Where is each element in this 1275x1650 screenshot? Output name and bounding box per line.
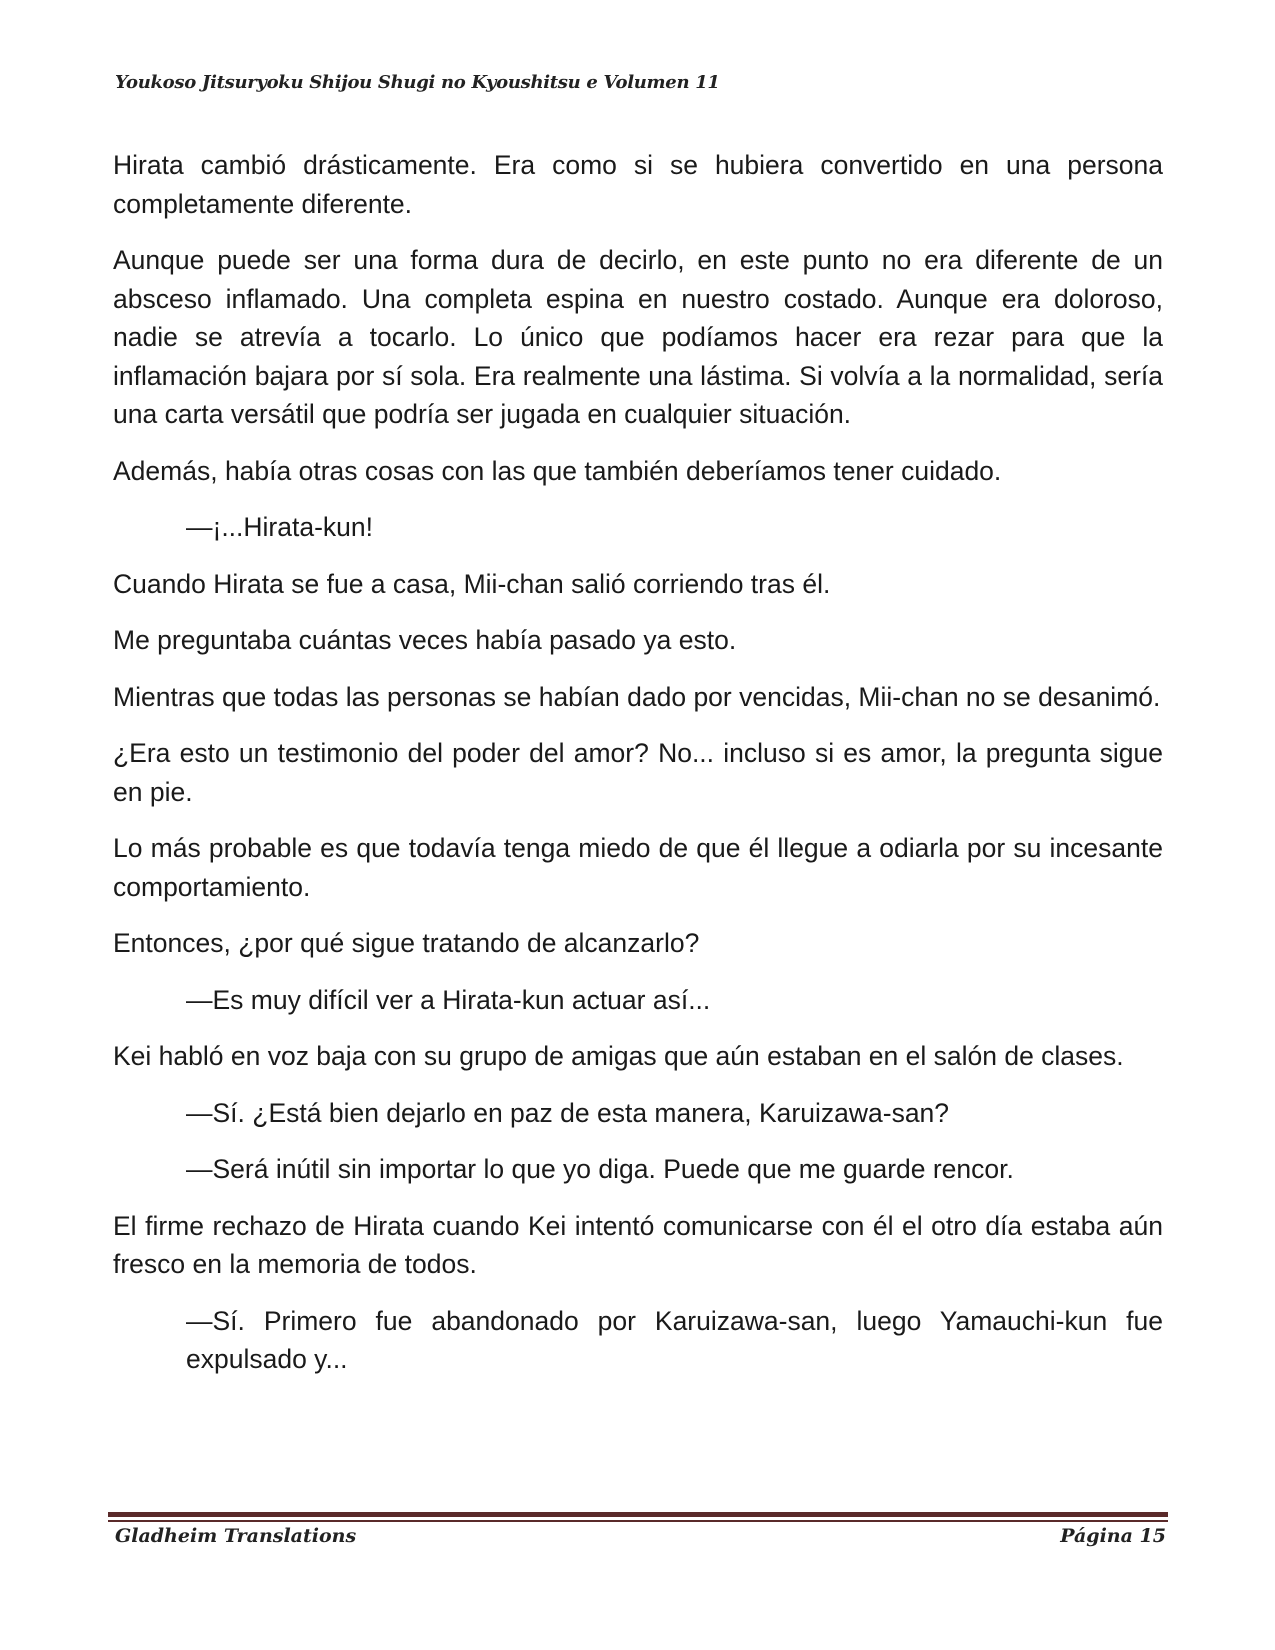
- paragraph: Me preguntaba cuántas veces había pasado ya esto.: [113, 625, 737, 655]
- dialog-line: —Será inútil sin importar lo que yo diga. Puede que me guarde rencor.: [186, 1154, 1014, 1184]
- footer-divider-thin: [108, 1520, 1168, 1522]
- running-header: Youkoso Jitsuryoku Shijou Shugi no Kyoushitsu e Volumen 11: [115, 72, 720, 93]
- paragraph: El firme rechazo de Hirata cuando Kei intentó comunicarse con él el otro día estaba aún fresco en la memoria de todos.: [113, 1210, 1163, 1279]
- paragraph: Cuando Hirata se fue a casa, Mii-chan salió corriendo tras él.: [113, 568, 831, 599]
- paragraph: Mientras que todas las personas se habían dado por vencidas, Mii-chan no se desanimó.: [113, 681, 1161, 712]
- dialog-line: —Sí. ¿Está bien dejarlo en paz de esta manera, Karuizawa-san?: [186, 1097, 950, 1128]
- page-body: [113, 146, 1163, 1397]
- dialog-line: —Es muy difícil ver a Hirata-kun actuar así...: [186, 984, 711, 1015]
- paragraph: Aunque puede ser una forma dura de decirlo, en este punto no era diferente de un absceso inflamado. Una completa espina en nuestro costado. Aunque era doloroso, nadie se atrevía a tocarlo. Lo único que podíamos hacer era rezar para que la inflamación bajara por sí sola. Era realmente una lástima. Si volvía a la normalidad, sería una carta versátil que podría ser jugada en cualquier situación.: [113, 245, 1163, 429]
- paragraph: Kei habló en voz baja con su grupo de amigas que aún estaban en el salón de clases.: [113, 1041, 1124, 1071]
- paragraph: Lo más probable es que todavía tenga miedo de que él llegue a odiarla por su incesante comportamiento.: [113, 833, 1163, 902]
- page-number: Página 15: [1060, 1525, 1166, 1547]
- dialog-line: —Sí. Primero fue abandonado por Karuizawa-san, luego Yamauchi-kun fue expulsado y...: [186, 1305, 1163, 1374]
- dialog-line: —¡...Hirata-kun!: [186, 512, 374, 542]
- paragraph: Entonces, ¿por qué sigue tratando de alcanzarlo?: [113, 928, 700, 958]
- footer-credit: Gladheim Translations: [115, 1525, 357, 1547]
- footer-divider-thick: [108, 1512, 1168, 1517]
- paragraph: Además, había otras cosas con las que también deberíamos tener cuidado.: [113, 455, 1002, 486]
- paragraph: Hirata cambió drásticamente. Era como si se hubiera convertido en una persona completamente diferente.: [113, 150, 1163, 219]
- paragraph: ¿Era esto un testimonio del poder del amor? No... incluso si es amor, la pregunta sigue en pie.: [113, 738, 1163, 807]
